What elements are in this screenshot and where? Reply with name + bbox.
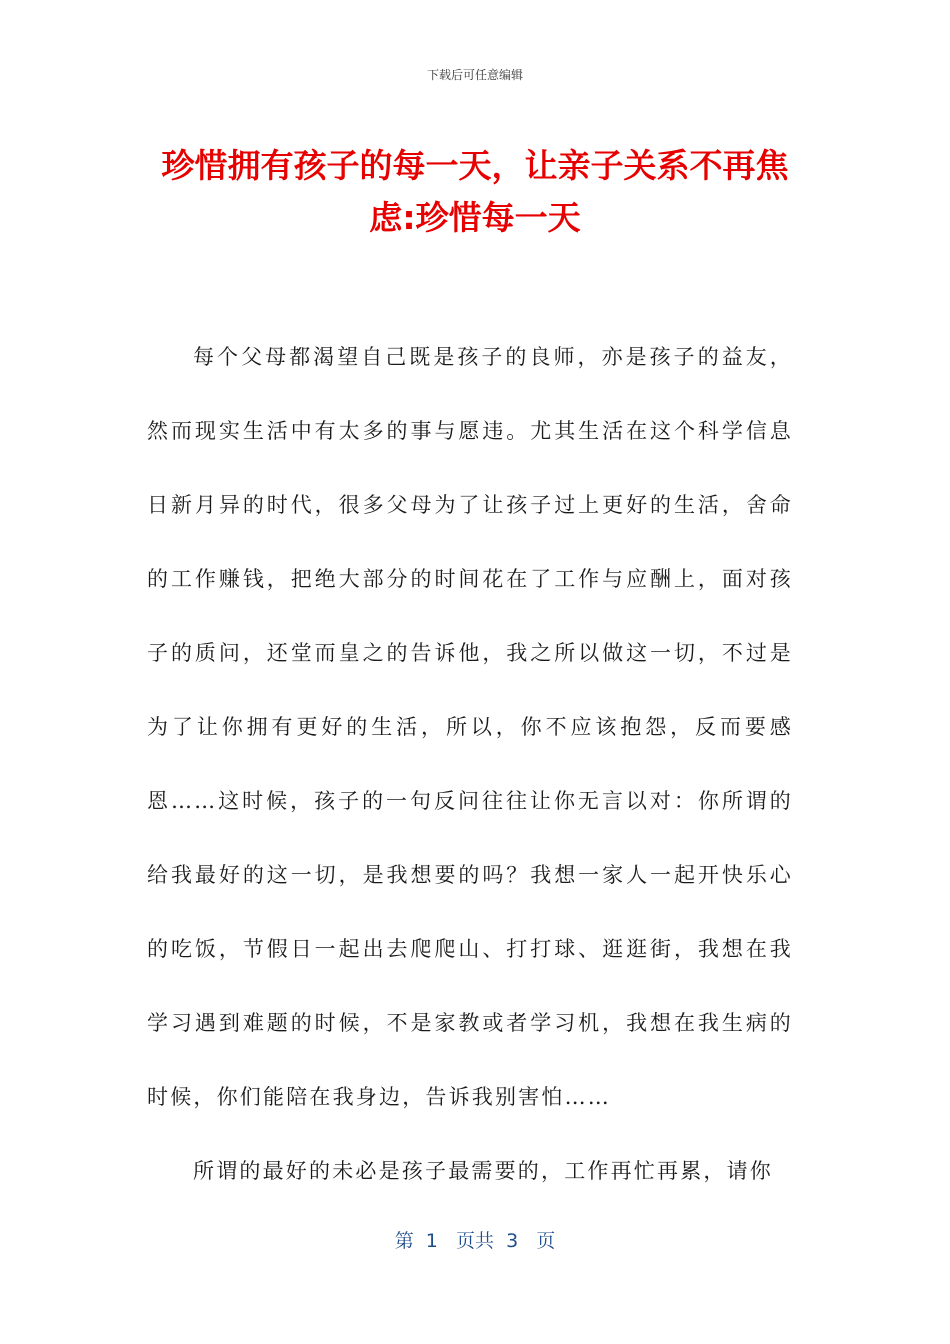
document-body — [147, 320, 793, 1208]
page-number-footer: 第 1 页共 3 页 — [394, 1230, 556, 1252]
header-note: 下载后可任意编辑 — [426, 68, 523, 82]
paragraph: 所谓的最好的未必是孩子最需要的，工作再忙再累，请你 — [193, 1159, 773, 1183]
paragraph: 每个父母都渴望自己既是孩子的良师，亦是孩子的益友，然而现实生活中有太多的事与愿违。尤其生活在这个科学信息日新月异的时代，很多父母为了让孩子过上更好的生活，舍命的工作赚钱，把绝大部分的时间花在了工作与应酬上，面对孩子的质问，还堂而皇之的告诉他，我之所以做这一切，不过是为了让你拥有更好的生活，所以，你不应该抱怨，反而要感恩……这时候，孩子的一句反问往往让你无言以对：你所谓的给我最好的这一切，是我想要的吗？我想一家人一起开快乐心的吃饭，节假日一起出去爬爬山、打打球、逛逛街，我想在我学习遇到难题的时候，不是家教或者学习机，我想在我生病的时候，你们能陪在我身边，告诉我别害怕…… — [147, 345, 793, 1109]
document-title: 珍惜拥有孩子的每一天，让亲子关系不再焦虑:珍惜每一天 — [161, 146, 789, 237]
